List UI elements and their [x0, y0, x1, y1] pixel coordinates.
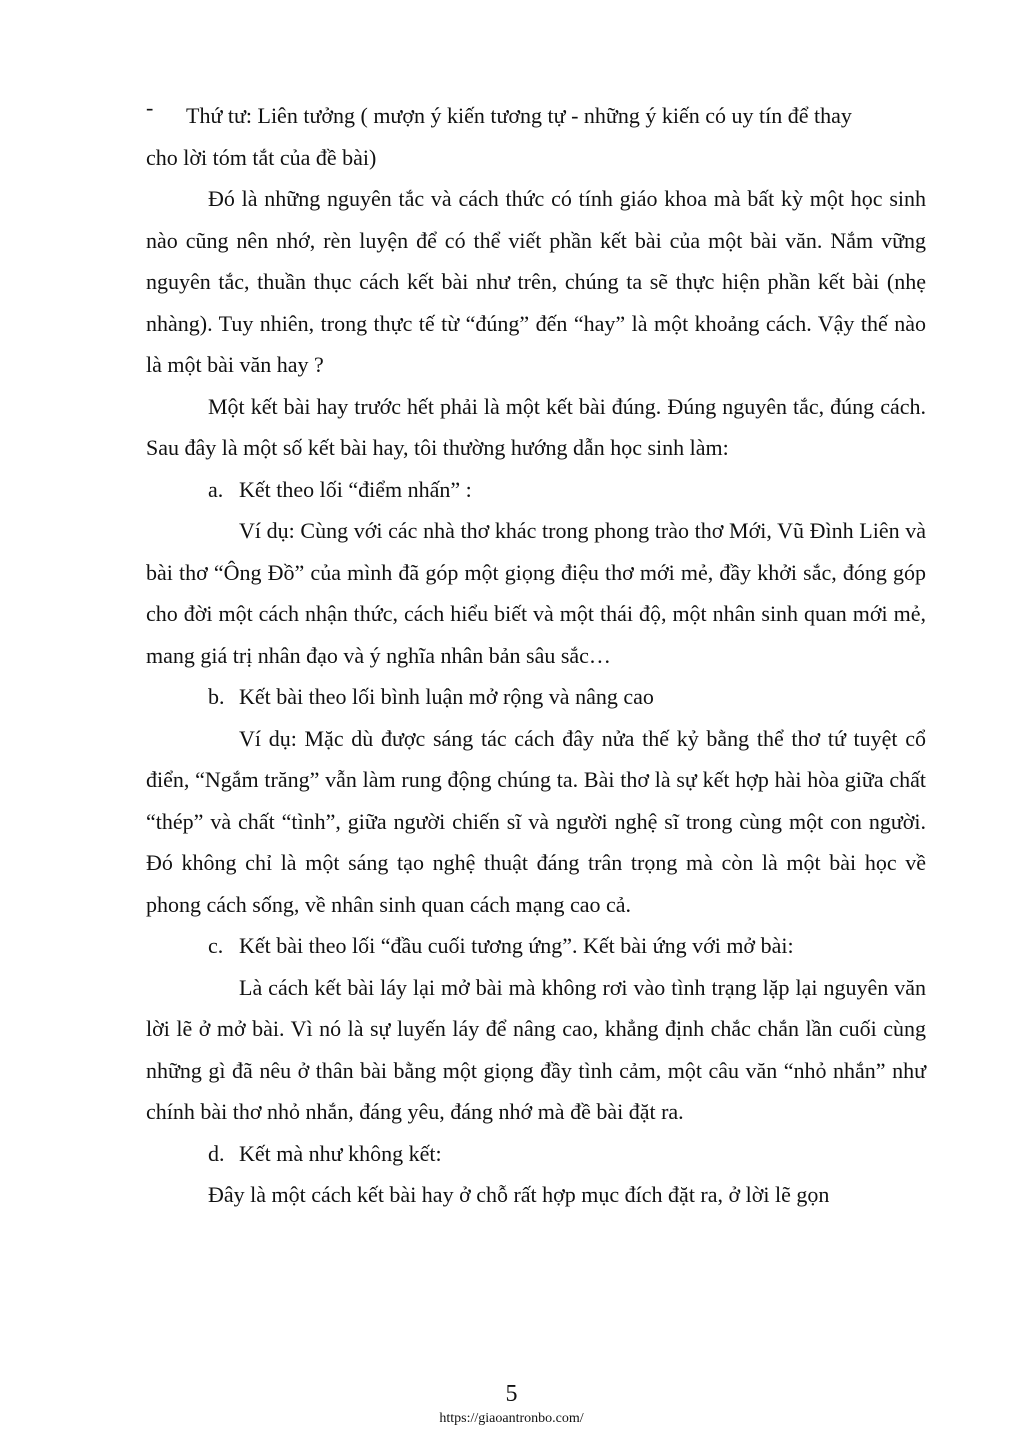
- list-marker-a: a.: [208, 476, 224, 502]
- paragraph-principles: Đó là những nguyên tắc và cách thức có tính giáo khoa mà bất kỳ một học sinh nào cũng nên nhớ, rèn luyện để có thể viết phần kết bài của một bài văn. Nắm vững nguyên tắc, thuần thục cách kết bài như trên, chúng ta sẽ thực hiện phần kết bài (nhẹ nhàng). Tuy nhiên, trong thực tế từ “đúng” đến “hay” là một khoảng cách. Vậy thế nào là một bài văn hay ?: [146, 186, 926, 377]
- list-text-a: Kết theo lối “điểm nhấn” :: [239, 476, 472, 502]
- page-number: 5: [505, 1381, 518, 1407]
- document-body: [146, 95, 926, 1216]
- paragraph-good-conclusion: Một kết bài hay trước hết phải là một kết bài đúng. Đúng nguyên tắc, đúng cách. Sau đây là một số kết bài hay, tôi thường hướng dẫn học sinh làm:: [146, 393, 926, 460]
- list-text-d: Kết mà như không kết:: [239, 1140, 442, 1166]
- bullet-dash: -: [146, 95, 154, 120]
- paragraph-last-line: Đây là một cách kết bài hay ở chỗ rất hợp mục đích đặt ra, ở lời lẽ gọn: [208, 1182, 830, 1207]
- list-marker-d: d.: [208, 1140, 225, 1166]
- list-item-c: [146, 925, 926, 967]
- example-c: Là cách kết bài láy lại mở bài mà không rơi vào tình trạng lặp lại nguyên văn lời lẽ ở mở bài. Vì nó là sự luyến láy để nâng cao, khẳng định chắc chắn lần cuối cùng những gì đã nêu ở thân bài bằng một giọng đầy tình cảm, một câu văn “nhỏ nhắn” như chính bài thơ nhỏ nhắn, đáng yêu, đáng nhớ mà đề bài đặt ra.: [146, 974, 926, 1124]
- list-text-b: Kết bài theo lối bình luận mở rộng và nâng cao: [239, 684, 654, 709]
- footer-url: https://giaoantronbo.com/: [439, 1411, 584, 1426]
- example-b: Ví dụ: Mặc dù được sáng tác cách đây nửa thế kỷ bằng thể thơ tứ tuyệt cổ điển, “Ngắm trăng” vẫn làm rung động chúng ta. Bài thơ là sự kết hợp hài hòa giữa chất “thép” và chất “tình”, giữa người chiến sĩ và người nghệ sĩ trong cùng một con người. Đó không chỉ là một sáng tạo nghệ thuật đáng trân trọng mà còn là một bài học về phong cách sống, về nhân sinh quan cách mạng cao cả.: [146, 725, 926, 917]
- list-marker-b: b.: [208, 684, 225, 709]
- example-a: Ví dụ: Cùng với các nhà thơ khác trong phong trào thơ Mới, Vũ Đình Liên và bài thơ “Ông Đồ” của mình đã góp một giọng điệu thơ mới mẻ, đầy khởi sắc, đóng góp cho đời một cách nhận thức, cách hiểu biết và một thái độ, một nhân sinh quan mới mẻ, mang giá trị nhân đạo và ý nghĩa nhân bản sâu sắc…: [146, 518, 926, 668]
- list-text-c: Kết bài theo lối “đầu cuối tương ứng”. Kết bài ứng với mở bài:: [239, 933, 794, 958]
- bullet-item-association: [146, 95, 926, 137]
- list-marker-c: c.: [208, 933, 224, 958]
- bullet-text-line1: Thứ tư: Liên tưởng ( mượn ý kiến tương tự - những ý kiến có uy tín để thay: [186, 103, 852, 128]
- list-item-d: [146, 1133, 926, 1175]
- list-item-b: [146, 676, 926, 718]
- bullet-text-line2: cho lời tóm tắt của đề bài): [146, 144, 377, 170]
- list-item-a: [146, 469, 926, 511]
